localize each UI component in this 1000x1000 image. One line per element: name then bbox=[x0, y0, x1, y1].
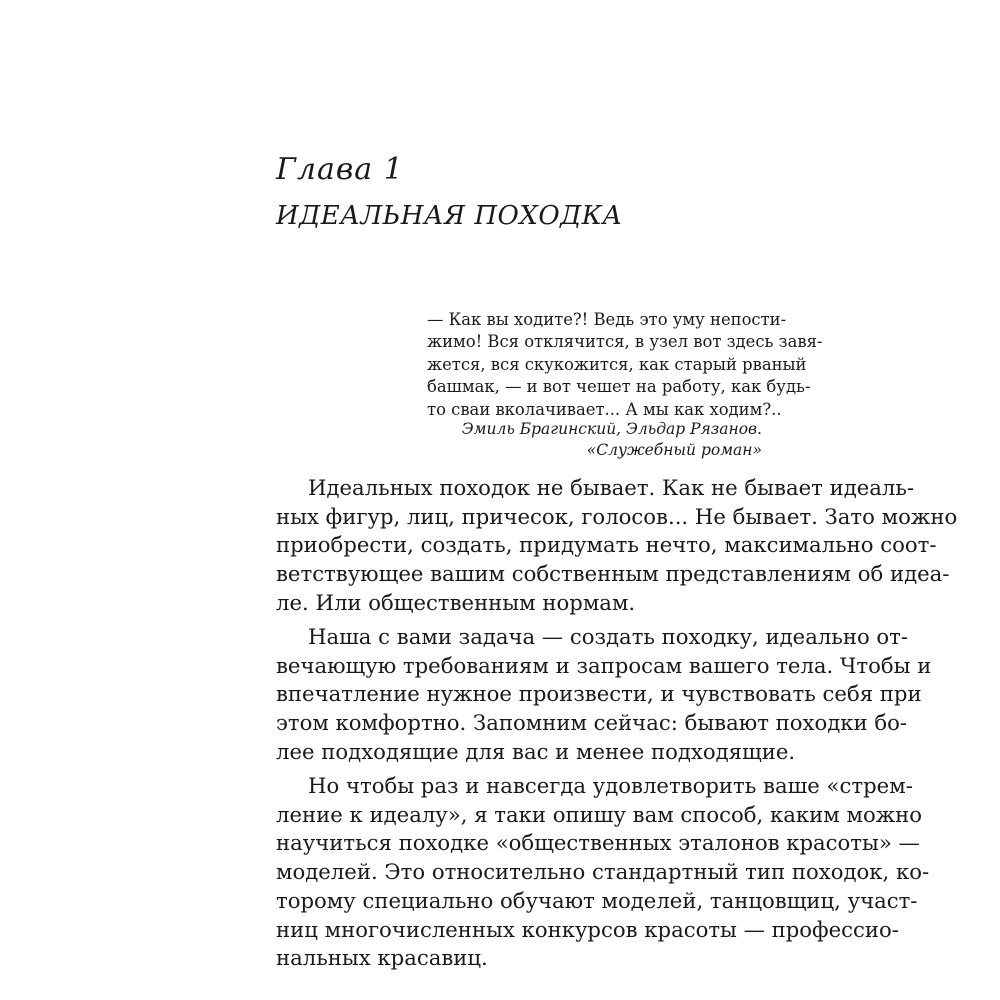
chapter-title: ИДЕАЛЬНАЯ ПОХОДКА bbox=[276, 201, 623, 231]
paragraph bbox=[276, 474, 958, 618]
epigraph-source-work: «Служебный роман» bbox=[586, 441, 762, 459]
paragraph bbox=[276, 772, 930, 973]
text-line: ниц многочисленных конкурсов красоты — профессио- bbox=[276, 916, 899, 942]
text-line: торому специально обучают моделей, танцовщиц, участ- bbox=[276, 887, 918, 913]
text-line: приобрести, создать, придумать нечто, максимально соот- bbox=[276, 532, 937, 558]
text-line: ных фигур, лиц, причесок, голосов... Не бывает. Зато можно bbox=[276, 503, 958, 529]
epigraph-attribution bbox=[462, 419, 762, 461]
text-line: этом комфортно. Запомним сейчас: бывают походки бо- bbox=[276, 710, 908, 736]
text-line: ветствующее вашим собственным представлениям об идеа- bbox=[276, 561, 950, 587]
text-line: Но чтобы раз и навсегда удовлетворить ваше «стрем- bbox=[308, 773, 913, 799]
chapter-body bbox=[276, 474, 958, 973]
paragraph bbox=[276, 623, 932, 767]
text-line: вечающую требованиям и запросам вашего тела. Чтобы и bbox=[276, 652, 932, 678]
epigraph-line: то сваи вколачивает... А мы как ходим?.. bbox=[427, 399, 782, 419]
text-line: лее подходящие для вас и менее подходящие. bbox=[276, 738, 796, 764]
epigraph bbox=[427, 309, 823, 421]
text-line: Идеальных походок не бывает. Как не бывает идеаль- bbox=[308, 475, 915, 500]
text-line: ле. Или общественным нормам. bbox=[276, 589, 636, 615]
text-line: Наша с вами задача — создать походку, идеально от- bbox=[308, 624, 909, 650]
text-line: нальных красавиц. bbox=[276, 945, 488, 971]
text-line: научиться походке «общественных эталонов красоты» — bbox=[276, 830, 920, 856]
epigraph-line: жимо! Вся отклячится, в узел вот здесь завя- bbox=[427, 332, 823, 352]
epigraph-authors: Эмиль Брагинский, Эльдар Рязанов. bbox=[461, 420, 762, 438]
chapter-number: Глава 1 bbox=[276, 152, 404, 187]
epigraph-line: башмак, — и вот чешет на работу, как будь- bbox=[427, 377, 811, 397]
text-line: моделей. Это относительно стандартный тип походок, ко- bbox=[276, 859, 930, 885]
epigraph-line: — Как вы ходите?! Ведь это уму непости- bbox=[427, 310, 787, 329]
text-line: ление к идеалу», я таки опишу вам способ, каким можно bbox=[276, 801, 923, 827]
epigraph-line: жется, вся скукожится, как старый рваный bbox=[427, 354, 807, 374]
text-line: впечатление нужное произвести, и чувствовать себя при bbox=[276, 681, 922, 707]
